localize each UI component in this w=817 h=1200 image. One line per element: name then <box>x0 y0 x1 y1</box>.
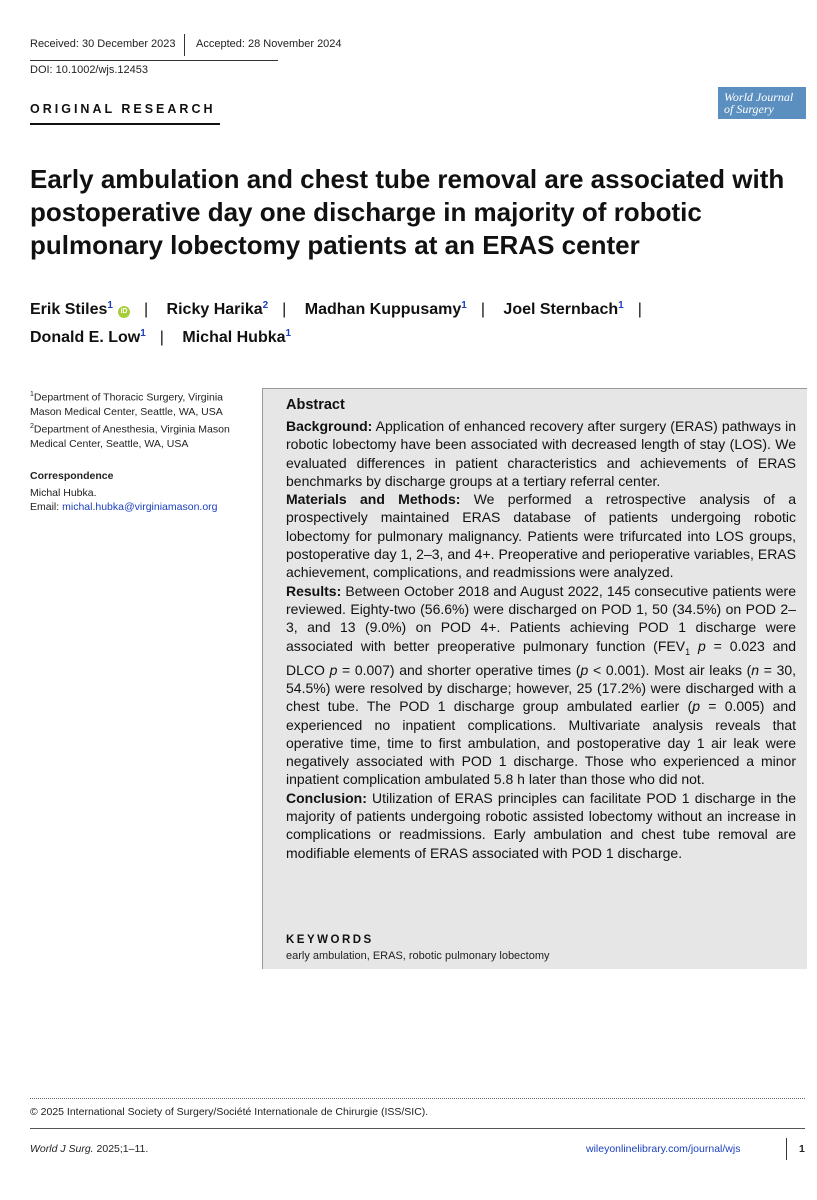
email-link[interactable]: michal.hubka@virginiamason.org <box>62 501 218 513</box>
page-number: 1 <box>799 1143 805 1155</box>
author-name[interactable]: Michal Hubka <box>182 329 286 346</box>
author-separator: | <box>480 301 485 318</box>
conclusion-text: Utilization of ERAS principles can facilitate POD 1 discharge in the majority of patients undergoing robotic assisted lobectomy without an increase in complications or readmissions. Early ambulation and chest tube removal are modifiable elements of ERAS associated with POD 1 discharge. <box>286 789 796 861</box>
n-symbol: n <box>751 661 760 678</box>
abstract-box <box>262 388 807 969</box>
results-text: = 0.005) and experienced no inpatient complications. Multivariate analysis reveals that operative time, time to first ambulation, and postoperative day 1 air leak were negatively associated with POD 1 discharge. Those who experienced a minor inpatient complication ambulated 5.8 h later than those who did not. <box>286 698 796 788</box>
results-text: = 0.023 and DLCO <box>286 637 796 678</box>
background-label: Background: <box>286 418 373 434</box>
methods-label: Materials and Methods: <box>286 491 461 508</box>
journal-logo-line2: of Surgery <box>724 102 774 116</box>
author-separator: | <box>143 301 149 318</box>
author-name[interactable]: Erik Stiles <box>30 301 108 318</box>
author-separator: | <box>282 301 287 318</box>
copyright: © 2025 International Society of Surgery/Société Internationale de Chirurgie (ISS/SIC). <box>30 1106 429 1118</box>
header-rule <box>30 60 278 61</box>
affiliation-text: Department of Anesthesia, Virginia Mason Medical Center, Seattle, WA, USA <box>30 423 230 450</box>
author-name[interactable]: Donald E. Low <box>30 329 141 346</box>
citation-journal: World J Surg. <box>30 1143 94 1155</box>
footer-divider <box>786 1138 787 1160</box>
results-text: Between October 2018 and August 2022, 145 consecutive patients were reviewed. Eighty-two (56.6%) were discharged on POD 1, 50 (34.5%) on POD 2–3, and 13 (9.0%) on POD 4+. Patients achieving POD 1 discharge were associated with better preoperative pulmonary function (FEV <box>286 582 797 654</box>
results-text: < 0.001). Most air leaks ( <box>592 661 752 678</box>
author-affiliation-mark: 1 <box>461 300 467 311</box>
abstract-results <box>286 582 796 789</box>
author-name[interactable]: Joel Sternbach <box>503 301 619 318</box>
affiliation-2 <box>30 420 250 451</box>
section-underline <box>30 123 220 125</box>
received-date: Received: 30 December 2023 <box>30 38 176 50</box>
abstract-body <box>286 417 796 862</box>
citation <box>30 1143 148 1155</box>
author-name[interactable]: Ricky Harika <box>166 301 263 318</box>
correspondence-name: Michal Hubka. <box>30 487 97 499</box>
author-line-2 <box>30 324 810 352</box>
affiliation-1 <box>30 388 250 419</box>
conclusion-label: Conclusion: <box>286 789 367 806</box>
author-affiliation-mark: 2 <box>262 300 269 311</box>
abstract-background <box>286 417 796 490</box>
correspondence-label: Correspondence <box>30 470 114 482</box>
author-separator: | <box>159 329 164 346</box>
author-line-1 <box>30 296 810 324</box>
author-affiliation-mark: 1 <box>618 300 624 311</box>
p-symbol: p <box>580 661 589 678</box>
keywords-text: early ambulation, ERAS, robotic pulmonary lobectomy <box>286 950 550 962</box>
results-subscript: 1 <box>685 646 691 657</box>
p-symbol: p <box>697 637 706 654</box>
header-divider <box>184 34 185 56</box>
abstract-heading: Abstract <box>286 397 345 413</box>
author-affiliation-mark: 1 <box>140 328 146 339</box>
keywords-label: KEYWORDS <box>286 934 374 946</box>
results-label: Results: <box>286 582 342 599</box>
p-symbol: p <box>329 661 338 678</box>
author-name[interactable]: Madhan Kuppusamy <box>304 301 462 318</box>
author-affiliation-mark: 1 <box>107 300 113 311</box>
affiliation-number: 1 <box>30 391 34 398</box>
journal-logo <box>718 87 806 119</box>
background-text: Application of enhanced recovery after surgery (ERAS) pathways in robotic lobectomy have been associated with decreased length of stay (LOS). We evaluated differences in patient characteristics and achievements of ERAS benchmarks by discharge groups at a tertiary referral center. <box>286 418 796 489</box>
article-title: Early ambulation and chest tube removal are associated with postoperative day one discharge in majority of robotic pulmonary lobectomy patients at an ERAS center <box>30 164 785 260</box>
author-separator: | <box>637 301 642 318</box>
email-label: Email: <box>30 501 60 513</box>
p-symbol: p <box>692 698 701 715</box>
journal-logo-line1: World Journal <box>724 90 794 104</box>
accepted-date: Accepted: 28 November 2024 <box>196 38 342 50</box>
doi[interactable]: DOI: 10.1002/wjs.12453 <box>30 64 149 76</box>
affiliation-text: Department of Thoracic Surgery, Virginia Mason Medical Center, Seattle, WA, USA <box>30 391 223 418</box>
orcid-icon[interactable]: iD <box>118 306 130 318</box>
methods-text: We performed a retrospective analysis of a prospectively maintained ERAS database of patients undergoing robotic lobectomy for pulmonary malignancy. Patients were trifurcated into LOS groups, postoperative day 1, 2–3, and 4+. Preoperative and perioperative variables, ERAS achievement, complications, and readmissions were analyzed. <box>286 491 796 581</box>
affiliation-number: 2 <box>30 423 34 430</box>
author-list <box>30 296 810 352</box>
footer-rule <box>30 1128 805 1129</box>
journal-url-link[interactable]: wileyonlinelibrary.com/journal/wjs <box>586 1143 741 1155</box>
abstract-conclusion <box>286 789 796 862</box>
results-text: = 0.007) and shorter operative times ( <box>342 661 581 678</box>
citation-volume: 2025;1–11. <box>96 1143 149 1155</box>
footer-dotted-rule <box>30 1098 805 1099</box>
author-affiliation-mark: 1 <box>285 328 292 339</box>
abstract-methods <box>286 490 796 581</box>
section-label: ORIGINAL RESEARCH <box>30 102 216 116</box>
correspondence-email <box>30 500 218 514</box>
results-text: = 30, 54.5%) were resolved by discharge; however, 25 (17.2%) were discharged with a chest tube. The POD 1 discharge group ambulated earlier ( <box>286 661 797 715</box>
